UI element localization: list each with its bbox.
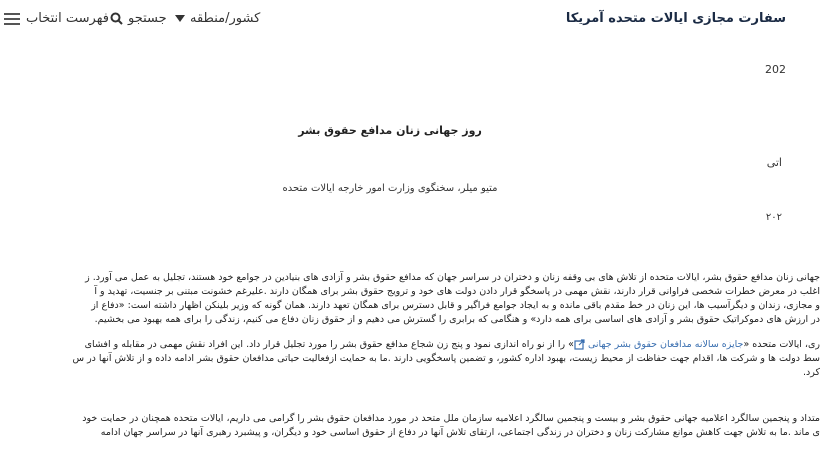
text-line: سط دولت ها و شرکت ها، اقدام جهت حفاظت از محیط زیست، بهبود اداره کشور، و تضمین پاسخگویی دارند .ما به حمایت ازفعالیت حیاتی مدافعان حقوق بشر ادامه داده و از تلاش آنها در س bbox=[72, 353, 820, 364]
country-region-dropdown[interactable] bbox=[175, 11, 260, 26]
menu-button[interactable] bbox=[4, 11, 109, 26]
article-year: 202 bbox=[765, 63, 786, 76]
paragraph-2 bbox=[0, 338, 820, 380]
article-date: ۲۰۲ bbox=[765, 212, 782, 223]
text-segment: » را از نو راه اندازی نمود و پنج زن شجاع مدافع حقوق بشر را مورد تجلیل قرار داد. این افراد نقش مهمی در مقابله و افشای bbox=[84, 339, 574, 350]
paragraph-1 bbox=[0, 271, 820, 327]
side-text: اتی bbox=[766, 156, 782, 169]
external-link-icon[interactable] bbox=[574, 339, 585, 350]
text-line: ی ماند .ما به تلاش جهت کاهش موانع مشارکت زنان و دختران در زندگی اجتماعی، ارتقای تلاش آنها در دفاع از حقوق اساسی خود و دیگران، و پیشبرد رهبری آنها در سراسر جهان ادامه bbox=[100, 427, 820, 438]
search-label: جستجو bbox=[128, 11, 167, 26]
paragraph-3 bbox=[0, 412, 820, 440]
search-button[interactable] bbox=[110, 11, 167, 26]
award-link[interactable]: جایزه سالانه مدافعان حقوق بشر جهانی bbox=[587, 339, 744, 350]
text-line: و مجازی، زندان و دیگرآسیب ها، این زنان در خط مقدم باقی مانده و به ایجاد جوامع فراگیر و قابل دسترس برای همگان تعهد دارند. همان گونه که وزیر بلینکن اظهار داشته است: «دفاع از bbox=[91, 300, 820, 311]
text-segment: ری، ایالات متحده « bbox=[743, 339, 820, 350]
text-line bbox=[0, 338, 820, 352]
text-line: اغلب در معرض خطرات شخصی فراوانی قرار دارند، نقش مهمی در پاسخگو قرار دادن دولت های خود و ترویج حقوق بشر برای همگان دارند .علیرغم خشونت مبتنی بر جنسیت، تهدید و آ bbox=[94, 286, 820, 297]
page-title: روز جهانی زنان مدافع حقوق بشر bbox=[298, 124, 482, 137]
text-line: جهانی زنان مدافع حقوق بشر، ایالات متحده از تلاش های بی وقفه زنان و دختران در سراسر جهان که مدافع حقوق بشر و آزادی های بنیادین در جوامع خود هستند، تجلیل به عمل می آورد. ز bbox=[85, 272, 820, 283]
site-title[interactable]: سفارت مجازی ایالات متحده آمریکا bbox=[565, 11, 786, 26]
text-line: متداد و پنجمین سالگرد اعلامیه جهانی حقوق بشر و بیست و پنجمین سالگرد اعلامیه سازمان ملل متحد در مورد مدافعان حقوق بشر را گرامی می داریم، ایالات متحده همچنان در حمایت خود bbox=[82, 413, 820, 424]
country-label: کشور/منطقه bbox=[190, 11, 261, 26]
text-line: در ارزش های دموکراتیک حقوق بشر و آزادی های اساسی برای همه دارد» و هنگامی که برابری را گسترش می دهیم و از حقوق زنان دفاع می کنیم، زندگی را برای همه بهبود می بخشیم. bbox=[94, 314, 820, 325]
caret-down-icon bbox=[175, 15, 185, 22]
hamburger-icon bbox=[4, 13, 20, 25]
byline: متیو میلر، سخنگوی وزارت امور خارجه ایالات متحده bbox=[282, 183, 498, 194]
text-line: کرد. bbox=[802, 367, 820, 378]
search-icon bbox=[110, 12, 123, 25]
menu-label: فهرست انتخاب bbox=[26, 11, 109, 26]
site-header bbox=[0, 0, 786, 36]
